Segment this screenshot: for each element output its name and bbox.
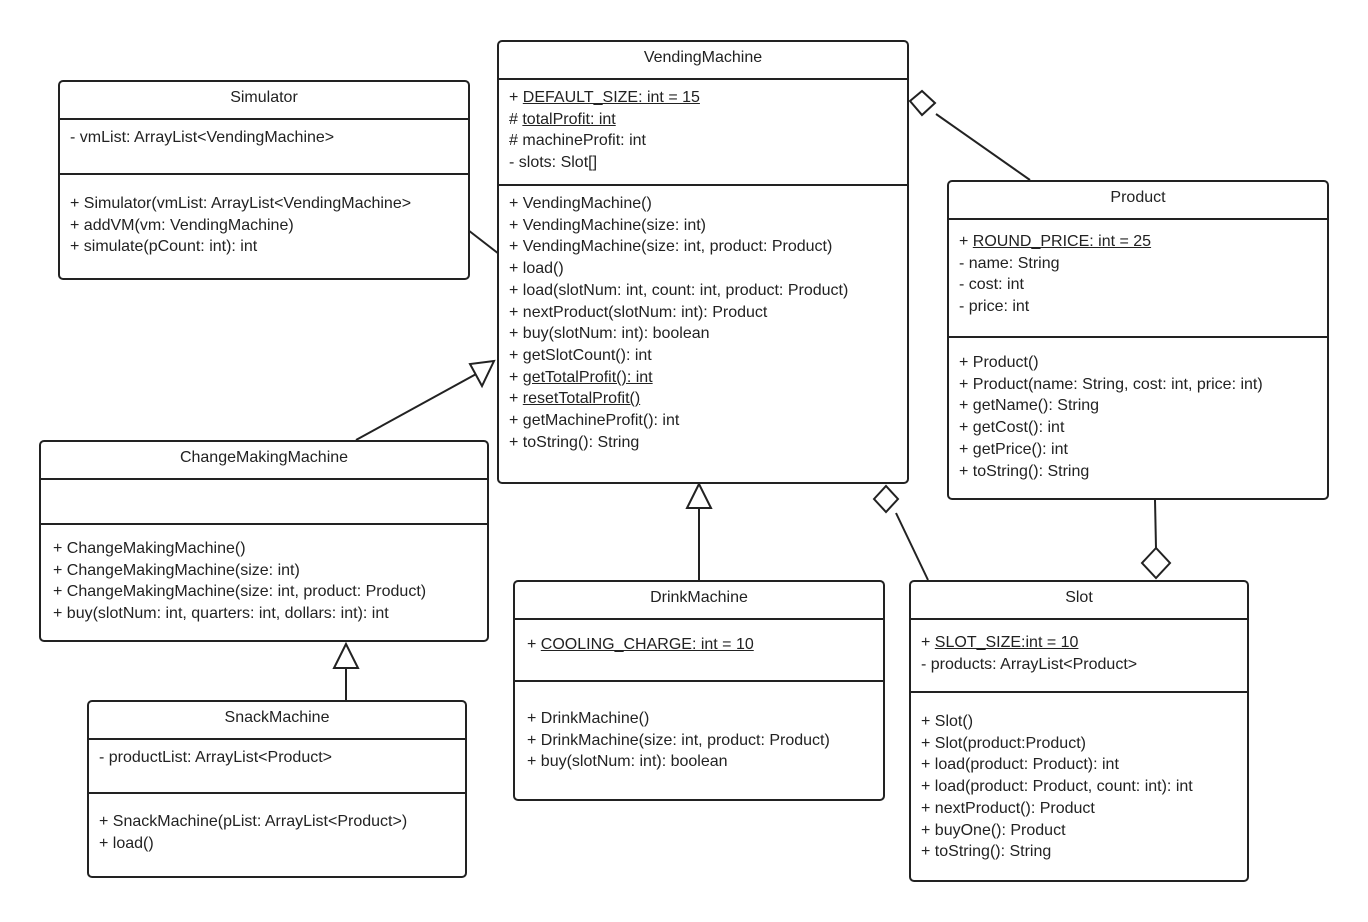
method-line: + getName(): String: [959, 397, 1100, 415]
aggregation-diamond-vendingmachine-bottom: [874, 486, 898, 512]
method-line: + load(product: Product, count: int): int: [921, 778, 1193, 796]
class-name: SnackMachine: [89, 702, 465, 740]
association-simulator-vendingmachine: [468, 230, 499, 254]
method-line: + Product(): [959, 354, 1039, 371]
method-line: + ChangeMakingMachine(size: int): [53, 561, 300, 579]
attribute-line: - vmList: ArrayList<VendingMachine>: [70, 129, 335, 146]
method-line: + toString(): String: [959, 462, 1090, 480]
method-line: + buy(slotNum: int): boolean: [509, 325, 710, 343]
class-name: ChangeMakingMachine: [41, 442, 487, 480]
methods-section: [515, 680, 883, 773]
class-name: VendingMachine: [499, 42, 907, 80]
method-line: + ChangeMakingMachine(size: int, product: Product): [53, 583, 427, 601]
methods-section: [949, 336, 1327, 482]
method-line: + Slot(): [921, 713, 974, 730]
aggregation-line-slot-vendingmachine: [896, 513, 928, 580]
method-line: + resetTotalProfit(): [509, 390, 641, 408]
generalization-line-changemaking-vendingmachine: [356, 373, 478, 440]
attribute-line: - slots: Slot[]: [509, 154, 598, 172]
class-name: Product: [949, 182, 1327, 220]
class-drinkmachine[interactable]: [513, 580, 885, 801]
attributes-section: [89, 740, 465, 792]
method-line: + addVM(vm: VendingMachine): [70, 216, 294, 234]
attribute-line: + COOLING_CHARGE: int = 10: [527, 636, 754, 653]
method-line: + getMachineProfit(): int: [509, 412, 680, 430]
attribute-line: - cost: int: [959, 276, 1024, 294]
method-line: + getSlotCount(): int: [509, 346, 652, 364]
attribute-line: - products: ArrayList<Product>: [921, 655, 1138, 673]
class-name: Slot: [911, 582, 1247, 620]
attribute-line: # totalProfit: int: [509, 110, 616, 128]
methods-section: [60, 173, 468, 258]
attribute-line: - name: String: [959, 254, 1060, 272]
class-name: Simulator: [60, 82, 468, 120]
method-line: + DrinkMachine(): [527, 710, 650, 727]
method-line: + buy(slotNum: int): boolean: [527, 753, 728, 771]
attribute-line: # machineProfit: int: [509, 132, 646, 150]
class-vendingmachine[interactable]: [497, 40, 909, 484]
method-line: + DrinkMachine(size: int, product: Product): [527, 731, 830, 749]
attributes-section: [515, 620, 883, 680]
method-line: + VendingMachine(): [509, 195, 652, 212]
attributes-section: [949, 220, 1327, 336]
method-line: + load(slotNum: int, count: int, product: Product): [509, 281, 849, 299]
method-line: + load(): [99, 834, 154, 852]
aggregation-line-product-slot: [1155, 500, 1156, 548]
method-line: + simulate(pCount: int): int: [70, 238, 258, 256]
attribute-line: + DEFAULT_SIZE: int = 15: [509, 89, 700, 106]
aggregation-line-product-vendingmachine: [936, 114, 1030, 180]
attributes-section: [41, 480, 487, 523]
methods-section: [89, 792, 465, 854]
attribute-line: + ROUND_PRICE: int = 25: [959, 233, 1152, 250]
method-line: + Simulator(vmList: ArrayList<VendingMachine>: [70, 195, 412, 212]
class-slot[interactable]: [909, 580, 1249, 882]
method-line: + load(product: Product): int: [921, 756, 1119, 774]
method-line: + Slot(product:Product): [921, 734, 1086, 752]
class-product[interactable]: [947, 180, 1329, 500]
generalization-arrowhead-vendingmachine-left: [470, 361, 494, 386]
method-line: + getPrice(): int: [959, 440, 1068, 458]
methods-section: [499, 184, 907, 453]
attributes-section: [60, 120, 468, 173]
attribute-line: - price: int: [959, 298, 1030, 316]
method-line: + nextProduct(slotNum: int): Product: [509, 303, 768, 321]
attributes-section: [911, 620, 1247, 691]
method-line: + nextProduct(): Product: [921, 799, 1095, 817]
method-line: + toString(): String: [921, 843, 1052, 861]
method-line: + buyOne(): Product: [921, 821, 1066, 839]
method-line: + ChangeMakingMachine(): [53, 540, 246, 557]
method-line: + VendingMachine(size: int): [509, 216, 707, 234]
methods-section: [911, 691, 1247, 863]
method-line: + Product(name: String, cost: int, price: int): [959, 375, 1263, 393]
method-line: + buy(slotNum: int, quarters: int, dollars: int): int: [53, 605, 389, 623]
class-changemakingmachine[interactable]: [39, 440, 489, 642]
method-line: + load(): [509, 260, 564, 278]
generalization-arrowhead-vendingmachine-bottom: [687, 484, 711, 508]
class-snackmachine[interactable]: [87, 700, 467, 878]
methods-section: [41, 523, 487, 625]
aggregation-diamond-vendingmachine-right: [910, 91, 935, 115]
class-simulator[interactable]: [58, 80, 470, 280]
method-line: + getTotalProfit(): int: [509, 368, 653, 386]
attribute-line: + SLOT_SIZE:int = 10: [921, 634, 1079, 651]
aggregation-diamond-slot: [1142, 548, 1170, 578]
method-line: + toString(): String: [509, 433, 640, 451]
class-name: DrinkMachine: [515, 582, 883, 620]
attributes-section: [499, 80, 907, 184]
method-line: + VendingMachine(size: int, product: Product): [509, 238, 833, 256]
generalization-arrowhead-changemakingmachine: [334, 644, 358, 668]
method-line: + SnackMachine(pList: ArrayList<Product>): [99, 813, 408, 830]
method-line: + getCost(): int: [959, 419, 1065, 437]
attribute-line: - productList: ArrayList<Product>: [99, 749, 333, 766]
